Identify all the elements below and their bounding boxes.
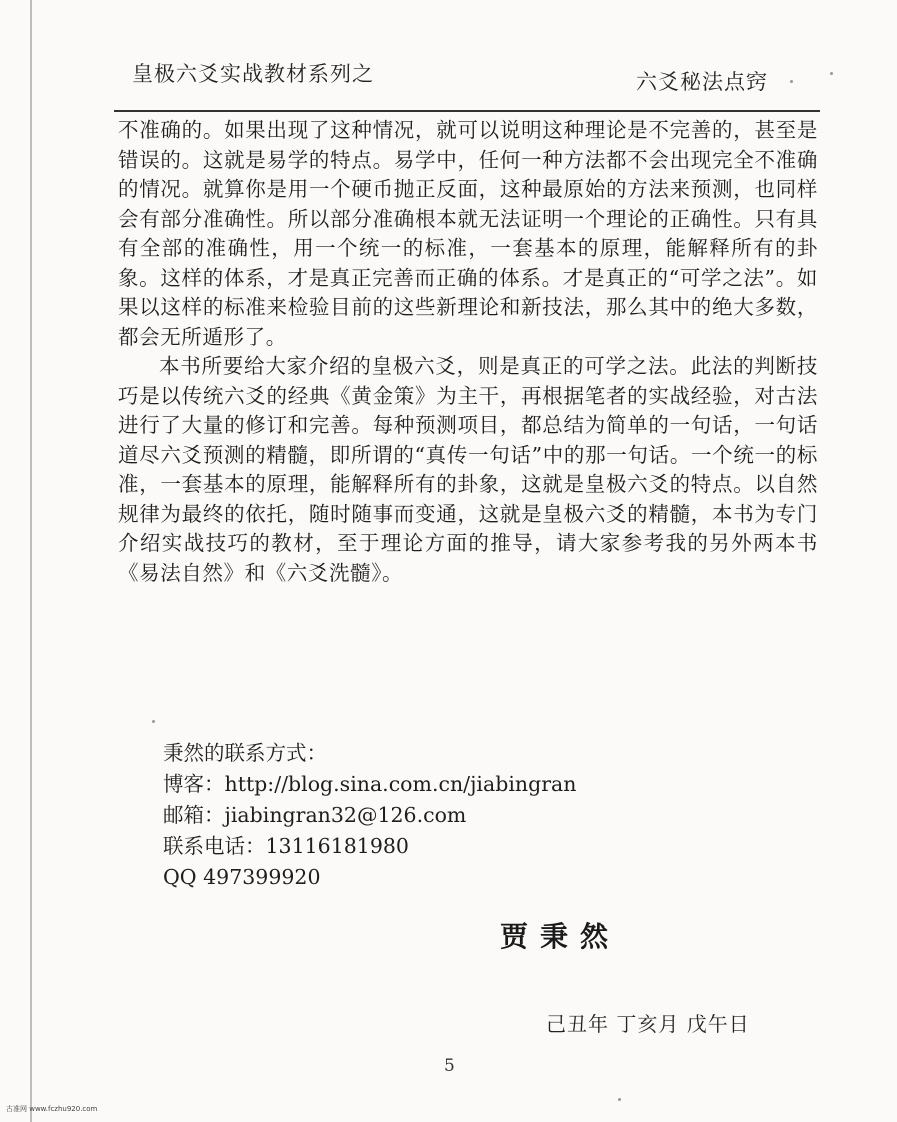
body-text	[118, 116, 818, 588]
watermark: 古准网 www.fczhu920.com	[6, 1105, 98, 1113]
header-divider	[114, 110, 820, 112]
scan-speck	[618, 1098, 621, 1101]
author-signature: 贾秉然	[500, 920, 621, 953]
paragraph-2: 本书所要给大家介绍的皇极六爻，则是真正的可学之法。此法的判断技巧是以传统六爻的经典《黄金策》为主干，再根据笔者的实战经验，对古法进行了大量的修订和完善。每种预测项目，都总结为简单的一句话，一句话道尽六爻预测的精髓，即所谓的“真传一句话”中的那一句话。一个统一的标准，一套基本的原理，能解释所有的卦象，这就是皇极六爻的特点。以自然规律为最终的依托，随时随事而变通，这就是皇极六爻的精髓，本书为专门介绍实战技巧的教材，至于理论方面的推导，请大家参考我的另外两本书《易法自然》和《六爻洗髓》。	[118, 354, 818, 585]
contact-qq: QQ 497399920	[163, 865, 321, 889]
contact-email: 邮箱：jiabingran32@126.com	[163, 803, 467, 827]
contact-block	[163, 738, 576, 893]
paragraph-1: 不准确的。如果出现了这种情况，就可以说明这种理论是不完善的，甚至是错误的。这就是易学的特点。易学中，任何一种方法都不会出现完全不准确的情况。就算你是用一个硬币抛正反面，这种最原始的方法来预测，也同样会有部分准确性。所以部分准确根本就无法证明一个理论的正确性。只有具有全部的准确性，用一个统一的标准，一套基本的原理，能解释所有的卦象。这样的体系，才是真正完善而正确的体系。才是真正的“可学之法”。如果以这样的标准来检验目前的这些新理论和新技法，那么其中的绝大多数，都会无所遁形了。	[118, 118, 818, 349]
series-title: 皇极六爻实战教材系列之	[132, 62, 374, 86]
contact-heading: 秉然的联系方式：	[163, 741, 327, 765]
contact-phone: 联系电话：13116181980	[163, 834, 409, 858]
scan-speck	[790, 80, 793, 83]
scan-speck	[152, 720, 155, 723]
binding-margin-line	[30, 0, 32, 1122]
contact-blog: 博客：http://blog.sina.com.cn/jiabingran	[163, 772, 577, 796]
date-line: 己丑年 丁亥月 戊午日	[546, 1012, 750, 1036]
scan-speck	[830, 72, 833, 75]
page-number: 5	[444, 1056, 455, 1076]
book-title: 六爻秘法点窍	[636, 70, 768, 94]
